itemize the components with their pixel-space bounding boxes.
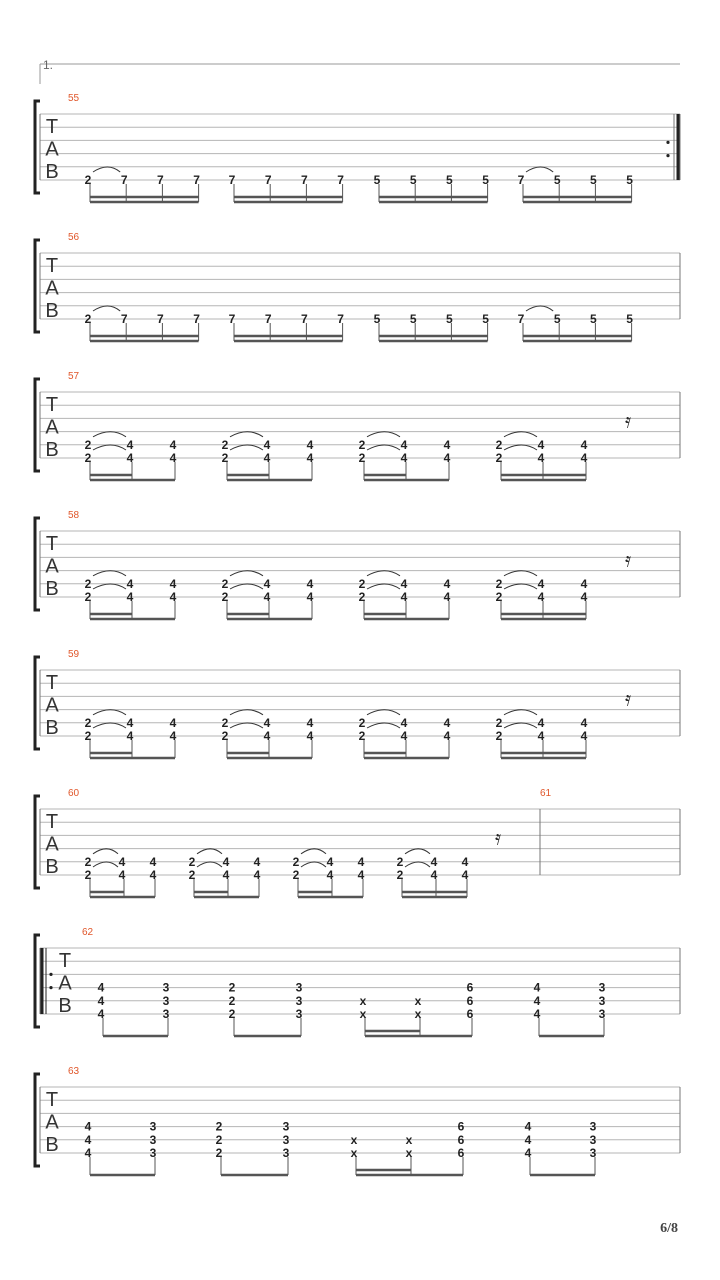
fret-number: 3: [589, 1146, 597, 1160]
fret-number: 4: [443, 451, 451, 465]
fret-number: 2: [215, 1146, 223, 1160]
bar-number: 57: [68, 371, 80, 382]
tab-clef-letter: B: [45, 161, 59, 184]
fret-number: 4: [443, 437, 451, 452]
tab-clef-letter: T: [45, 116, 59, 138]
tab-system: [35, 510, 680, 619]
fret-number: 4: [443, 715, 451, 730]
fret-number: 4: [126, 590, 134, 604]
slide-arc: [93, 306, 120, 311]
fret-number: 4: [524, 1132, 532, 1147]
slide-arc: [504, 710, 537, 715]
system-bracket: [35, 518, 40, 610]
fret-number: 7: [193, 173, 200, 187]
slide-arc: [93, 862, 118, 867]
fret-number: 4: [169, 451, 177, 465]
tab-clef-letter: B: [45, 439, 59, 462]
tab-clef-letter: A: [45, 416, 59, 439]
fret-number: 4: [253, 854, 261, 869]
fret-number: 2: [495, 729, 503, 743]
slide-arc: [367, 723, 400, 728]
slide-arc: [93, 432, 126, 437]
fret-number: 6: [457, 1119, 465, 1134]
fret-number: 4: [118, 868, 126, 882]
fret-number: 3: [589, 1132, 597, 1147]
fret-number: 2: [396, 868, 404, 882]
slide-arc: [405, 862, 430, 867]
fret-number: 7: [193, 312, 200, 326]
fret-number: 7: [517, 173, 525, 187]
system-bracket: [35, 379, 40, 471]
fret-number: 2: [188, 868, 196, 882]
fret-number: 4: [263, 715, 271, 730]
slide-arc: [93, 710, 126, 715]
slide-arc: [197, 849, 222, 854]
fret-number: 4: [400, 729, 408, 743]
slide-arc: [230, 432, 263, 437]
fret-number: 4: [430, 868, 438, 882]
tab-clef-letter: B: [45, 856, 59, 879]
fret-number: 3: [589, 1119, 597, 1134]
fret-number: 7: [120, 312, 128, 326]
fret-number: 3: [162, 993, 170, 1008]
fret-number: 3: [162, 1007, 170, 1021]
fret-number: 4: [533, 993, 541, 1008]
slide-arc: [230, 445, 263, 450]
fret-number: 2: [495, 437, 503, 452]
fret-number: 2: [495, 451, 503, 465]
fret-number: 7: [228, 173, 236, 187]
tab-clef-letter: B: [45, 1134, 59, 1157]
slide-arc: [230, 584, 263, 589]
slide-arc: [504, 432, 537, 437]
fret-number: 5: [626, 312, 633, 326]
fret-number: 4: [357, 868, 365, 882]
fret-number: 4: [253, 868, 261, 882]
fret-number: 3: [598, 1007, 606, 1021]
fret-number: 2: [228, 1007, 236, 1021]
slide-arc: [504, 723, 537, 728]
fret-number: 2: [221, 715, 229, 730]
fret-number: 3: [295, 993, 303, 1008]
fret-number: 3: [598, 993, 606, 1008]
slide-arc: [526, 167, 553, 172]
fret-number: 4: [580, 576, 588, 591]
fret-number: 2: [358, 437, 366, 452]
fret-number: 4: [533, 1007, 541, 1021]
fret-number: 6: [466, 1007, 474, 1021]
fret-number: 4: [306, 576, 314, 591]
tab-clef-letter: A: [58, 972, 72, 995]
eighth-rest: 𝄿: [494, 825, 502, 850]
fret-number: 4: [537, 437, 545, 452]
dead-note: x: [405, 1132, 413, 1147]
fret-number: 7: [264, 173, 272, 187]
fret-number: 4: [443, 590, 451, 604]
slide-arc: [526, 306, 553, 311]
fret-number: 2: [495, 715, 503, 730]
bar-number: 62: [82, 927, 94, 938]
system-bracket: [35, 796, 40, 888]
page-number: 6/8: [660, 1221, 678, 1236]
fret-number: 6: [466, 980, 474, 995]
slide-arc: [230, 710, 263, 715]
slide-arc: [197, 862, 222, 867]
fret-number: 2: [215, 1132, 223, 1147]
fret-number: 7: [264, 312, 272, 326]
system-bracket: [35, 1074, 40, 1166]
fret-number: 4: [84, 1132, 92, 1147]
fret-number: 2: [221, 590, 229, 604]
fret-number: 4: [149, 868, 157, 882]
bar-number: 55: [68, 93, 80, 104]
fret-number: 5: [446, 312, 453, 326]
tab-clef-letter: T: [45, 672, 59, 694]
systems: [35, 93, 680, 1175]
fret-number: 4: [169, 576, 177, 591]
fret-number: 4: [400, 715, 408, 730]
fret-number: 2: [228, 980, 236, 995]
fret-number: 4: [97, 980, 105, 995]
slide-arc: [367, 710, 400, 715]
fret-number: 2: [84, 173, 92, 187]
fret-number: 6: [466, 993, 474, 1008]
fret-number: 5: [482, 173, 489, 187]
dead-note: x: [359, 1007, 367, 1021]
system-bracket: [35, 657, 40, 749]
tab-system: [35, 232, 680, 341]
tab-clef-letter: B: [45, 578, 59, 601]
fret-number: 3: [295, 1007, 303, 1021]
fret-number: 4: [263, 590, 271, 604]
fret-number: 4: [580, 729, 588, 743]
fret-number: 2: [84, 437, 92, 452]
fret-number: 5: [553, 173, 561, 187]
tab-clef-letter: T: [45, 811, 59, 833]
fret-number: 4: [84, 1119, 92, 1134]
slide-arc: [405, 849, 430, 854]
tab-clef-letter: A: [45, 277, 59, 300]
fret-number: 2: [84, 868, 92, 882]
fret-number: 4: [169, 590, 177, 604]
slide-arc: [93, 571, 126, 576]
fret-number: 2: [396, 854, 404, 869]
fret-number: 4: [306, 715, 314, 730]
tab-clef-letter: A: [45, 138, 59, 161]
dead-note: x: [359, 993, 367, 1008]
fret-number: 4: [461, 854, 469, 869]
dead-note: x: [405, 1146, 413, 1160]
slide-arc: [367, 432, 400, 437]
fret-number: 4: [306, 437, 314, 452]
fret-number: 2: [495, 576, 503, 591]
fret-number: 4: [400, 451, 408, 465]
fret-number: 4: [222, 868, 230, 882]
fret-number: 4: [306, 590, 314, 604]
fret-number: 4: [97, 993, 105, 1008]
tab-clef-letter: T: [45, 394, 59, 416]
fret-number: 4: [306, 729, 314, 743]
fret-number: 4: [443, 576, 451, 591]
tab-clef-letter: A: [45, 694, 59, 717]
slide-arc: [301, 862, 326, 867]
fret-number: 7: [120, 173, 128, 187]
slide-arc: [504, 445, 537, 450]
tab-clef-letter: T: [45, 255, 59, 277]
fret-number: 4: [580, 437, 588, 452]
volta-bracket: [40, 58, 680, 84]
dead-note: x: [350, 1132, 358, 1147]
fret-number: 4: [263, 729, 271, 743]
fret-number: 4: [533, 980, 541, 995]
fret-number: 7: [228, 312, 236, 326]
fret-number: 5: [409, 173, 417, 187]
fret-number: 4: [126, 576, 134, 591]
system-bracket: [35, 101, 40, 193]
fret-number: 4: [263, 576, 271, 591]
bar-number: 58: [68, 510, 80, 521]
fret-number: 7: [157, 312, 164, 326]
dead-note: x: [350, 1146, 358, 1160]
tab-clef-letter: T: [45, 533, 59, 555]
fret-number: 3: [282, 1146, 290, 1160]
fret-number: 2: [84, 715, 92, 730]
fret-number: 4: [461, 868, 469, 882]
fret-number: 4: [357, 854, 365, 869]
slide-arc: [301, 849, 326, 854]
fret-number: 7: [301, 173, 308, 187]
fret-number: 3: [149, 1132, 157, 1147]
fret-number: 4: [537, 729, 545, 743]
fret-number: 4: [400, 576, 408, 591]
tab-system: [35, 927, 680, 1036]
fret-number: 2: [215, 1119, 223, 1134]
bar-number: 60: [68, 788, 80, 799]
fret-number: 2: [84, 729, 92, 743]
fret-number: 5: [553, 312, 561, 326]
fret-number: 4: [84, 1146, 92, 1160]
fret-number: 5: [409, 312, 417, 326]
fret-number: 7: [337, 312, 344, 326]
fret-number: 4: [537, 715, 545, 730]
fret-number: 2: [188, 854, 196, 869]
fret-number: 7: [337, 173, 344, 187]
fret-number: 2: [84, 312, 92, 326]
fret-number: 3: [598, 980, 606, 995]
slide-arc: [93, 445, 126, 450]
fret-number: 4: [149, 854, 157, 869]
fret-number: 4: [126, 451, 134, 465]
slide-arc: [93, 167, 120, 172]
eighth-rest: 𝄿: [624, 686, 632, 711]
tab-system: [35, 649, 680, 758]
fret-number: 2: [495, 590, 503, 604]
fret-number: 5: [373, 173, 381, 187]
slide-arc: [230, 571, 263, 576]
fret-number: 4: [326, 868, 334, 882]
fret-number: 4: [126, 729, 134, 743]
slide-arc: [504, 584, 537, 589]
fret-number: 2: [358, 451, 366, 465]
fret-number: 6: [457, 1132, 465, 1147]
fret-number: 2: [292, 868, 300, 882]
tab-system: [35, 1066, 680, 1175]
fret-number: 4: [580, 451, 588, 465]
fret-number: 2: [221, 451, 229, 465]
fret-number: 2: [358, 590, 366, 604]
fret-number: 4: [400, 590, 408, 604]
fret-number: 4: [97, 1007, 105, 1021]
tab-clef-letter: A: [45, 555, 59, 578]
fret-number: 3: [282, 1132, 290, 1147]
tab-system: [35, 788, 680, 897]
slide-arc: [504, 571, 537, 576]
tab-clef-letter: T: [58, 950, 72, 972]
fret-number: 7: [517, 312, 525, 326]
dead-note: x: [414, 1007, 422, 1021]
slide-arc: [367, 584, 400, 589]
fret-number: 3: [295, 980, 303, 995]
fret-number: 4: [537, 590, 545, 604]
fret-number: 4: [169, 437, 177, 452]
fret-number: 2: [84, 590, 92, 604]
fret-number: 7: [301, 312, 308, 326]
tab-system: [35, 93, 680, 202]
fret-number: 5: [446, 173, 453, 187]
eighth-rest: 𝄿: [624, 547, 632, 572]
fret-number: 4: [580, 590, 588, 604]
system-bracket: [35, 935, 40, 1027]
fret-number: 4: [537, 576, 545, 591]
slide-arc: [93, 723, 126, 728]
repeat-dot: [49, 986, 52, 989]
fret-number: 5: [590, 312, 597, 326]
tab-clef-letter: A: [45, 833, 59, 856]
fret-number: 4: [263, 451, 271, 465]
bar-number: 63: [68, 1066, 80, 1077]
tab-system: [35, 371, 680, 480]
fret-number: 4: [169, 729, 177, 743]
tab-clef-letter: B: [45, 300, 59, 323]
tab-clef-letter: T: [45, 1089, 59, 1111]
bar-number: 59: [68, 649, 80, 660]
fret-number: 2: [358, 576, 366, 591]
fret-number: 4: [222, 854, 230, 869]
fret-number: 4: [306, 451, 314, 465]
fret-number: 2: [228, 993, 236, 1008]
fret-number: 4: [326, 854, 334, 869]
slide-arc: [93, 584, 126, 589]
fret-number: 4: [118, 854, 126, 869]
eighth-rest: 𝄿: [624, 408, 632, 433]
fret-number: 6: [457, 1146, 465, 1160]
tab-clef-letter: B: [58, 995, 72, 1018]
fret-number: 7: [157, 173, 164, 187]
fret-number: 4: [169, 715, 177, 730]
slide-arc: [93, 849, 118, 854]
slide-arc: [367, 571, 400, 576]
fret-number: 2: [221, 729, 229, 743]
fret-number: 3: [149, 1146, 157, 1160]
fret-number: 4: [580, 715, 588, 730]
fret-number: 2: [358, 729, 366, 743]
fret-number: 2: [84, 451, 92, 465]
bar-number: 61: [540, 788, 552, 799]
fret-number: 2: [84, 854, 92, 869]
tab-clef-letter: A: [45, 1111, 59, 1134]
fret-number: 2: [292, 854, 300, 869]
fret-number: 4: [443, 729, 451, 743]
repeat-dot: [666, 141, 669, 144]
fret-number: 4: [126, 715, 134, 730]
fret-number: 3: [162, 980, 170, 995]
bar-number: 56: [68, 232, 80, 243]
fret-number: 3: [149, 1119, 157, 1134]
fret-number: 3: [282, 1119, 290, 1134]
fret-number: 2: [358, 715, 366, 730]
fret-number: 2: [84, 576, 92, 591]
fret-number: 4: [263, 437, 271, 452]
fret-number: 2: [221, 437, 229, 452]
fret-number: 4: [537, 451, 545, 465]
fret-number: 4: [400, 437, 408, 452]
slide-arc: [230, 723, 263, 728]
dead-note: x: [414, 993, 422, 1008]
volta-label: 1.: [43, 58, 54, 72]
fret-number: 5: [482, 312, 489, 326]
fret-number: 4: [524, 1119, 532, 1134]
repeat-dot: [49, 973, 52, 976]
slide-arc: [367, 445, 400, 450]
fret-number: 5: [626, 173, 633, 187]
fret-number: 5: [590, 173, 597, 187]
fret-number: 2: [221, 576, 229, 591]
system-bracket: [35, 240, 40, 332]
tab-clef-letter: B: [45, 717, 59, 740]
repeat-dot: [666, 154, 669, 157]
fret-number: 4: [524, 1146, 532, 1160]
fret-number: 5: [373, 312, 381, 326]
fret-number: 4: [430, 854, 438, 869]
fret-number: 4: [126, 437, 134, 452]
